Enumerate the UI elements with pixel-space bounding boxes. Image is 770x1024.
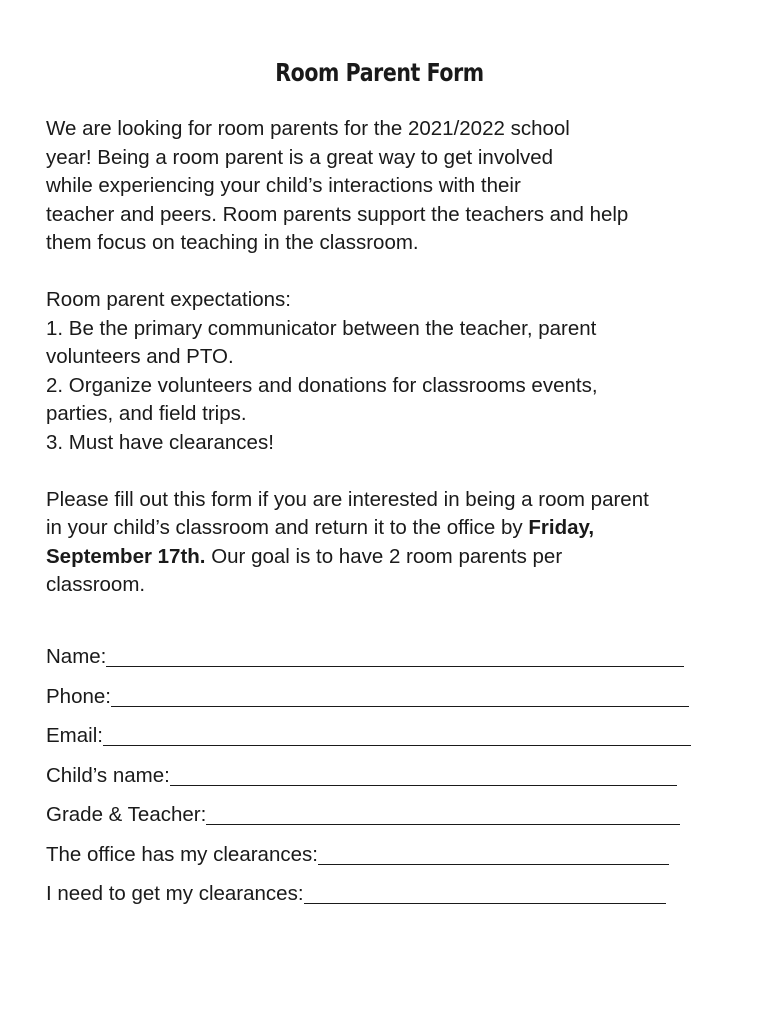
grade-teacher-field-blank[interactable]: [206, 804, 680, 825]
grade-teacher-field-label: Grade & Teacher:: [46, 803, 207, 827]
intro-line: We are looking for room parents for the 2021/2022 school: [46, 117, 570, 140]
intro-line: teacher and peers. Room parents support the teachers and help: [46, 202, 629, 226]
instructions-line: [46, 514, 736, 543]
office-clearances-field-label: The office has my clearances:: [46, 842, 318, 866]
instructions-line: classroom.: [46, 573, 146, 597]
instructions-text: in your child’s classroom and return it to the office by: [46, 516, 529, 540]
office-clearances-field-blank[interactable]: [318, 844, 669, 865]
expectation-line: 1. Be the primary communicator between the teacher, parent: [46, 316, 597, 340]
child-name-field-row: [46, 748, 736, 788]
child-name-field-label: Child’s name:: [46, 763, 170, 787]
deadline-day: Friday,: [528, 516, 595, 540]
intro-line: year! Being a room parent is a great way to get involved: [46, 145, 554, 169]
need-clearances-field-label: I need to get my clearances:: [46, 882, 304, 906]
form-fields: [46, 630, 736, 907]
name-field-blank[interactable]: [106, 646, 684, 667]
email-field-blank[interactable]: [103, 725, 691, 746]
email-field-label: Email:: [46, 724, 103, 748]
office-clearances-field-row: [46, 827, 736, 867]
expectation-line: 3. Must have clearances!: [46, 430, 274, 454]
phone-field-blank[interactable]: [111, 686, 689, 707]
expectations-section: [46, 286, 736, 458]
intro-line: while experiencing your child’s interactions with their: [46, 174, 521, 198]
intro-paragraph: [46, 115, 736, 258]
instructions-paragraph: [46, 486, 736, 600]
form-page: [46, 58, 736, 906]
expectations-heading: Room parent expectations:: [46, 287, 291, 311]
phone-field-label: Phone:: [46, 684, 111, 708]
intro-line: them focus on teaching in the classroom.: [46, 231, 419, 255]
child-name-field-blank[interactable]: [170, 765, 677, 786]
deadline-date: September 17th.: [46, 544, 206, 568]
instructions-line: Please fill out this form if you are interested in being a room parent: [46, 487, 649, 511]
email-field-row: [46, 709, 736, 749]
need-clearances-field-blank[interactable]: [304, 883, 666, 904]
page-title: Room Parent Form: [275, 58, 484, 87]
name-field-label: Name:: [46, 645, 107, 669]
need-clearances-field-row: [46, 867, 736, 907]
instructions-line: [46, 543, 736, 572]
instructions-text: Our goal is to have 2 room parents per: [205, 544, 563, 568]
name-field-row: [46, 630, 736, 670]
grade-teacher-field-row: [46, 788, 736, 828]
expectation-line: volunteers and PTO.: [46, 345, 234, 369]
expectation-line: 2. Organize volunteers and donations for classrooms events,: [46, 373, 598, 397]
phone-field-row: [46, 669, 736, 709]
expectation-line: parties, and field trips.: [46, 402, 247, 426]
